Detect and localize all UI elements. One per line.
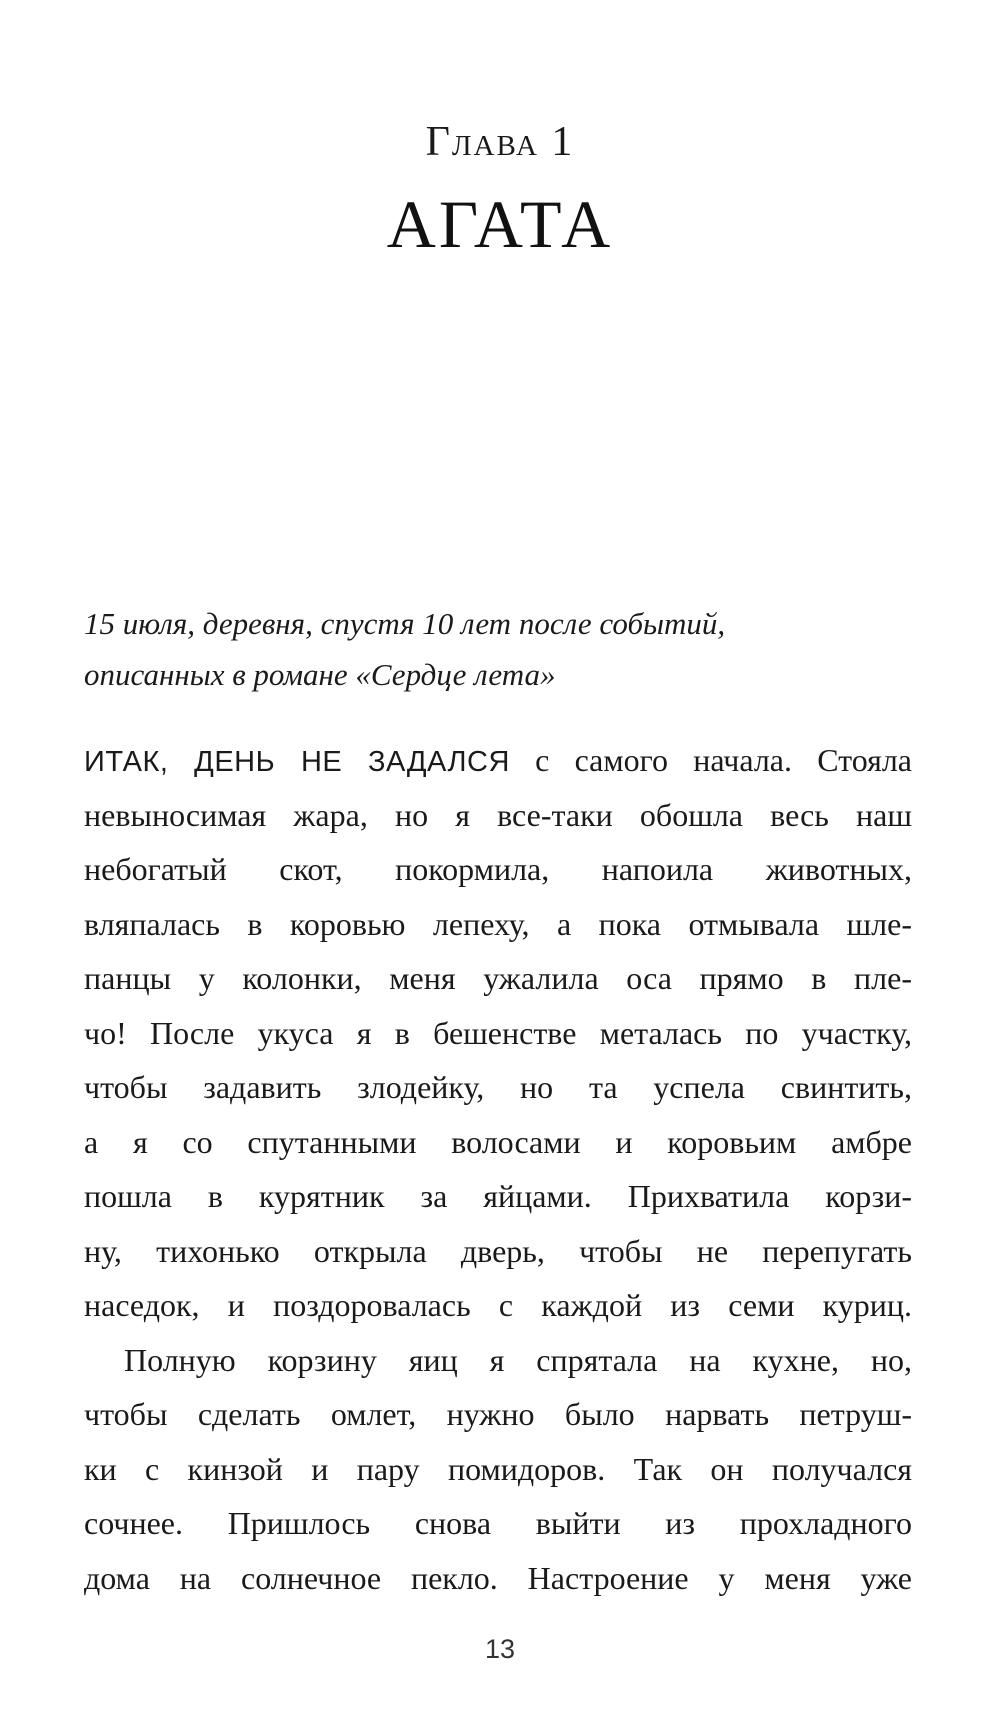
page-number: 13 [484, 1634, 516, 1664]
body-line: чо! После укуса я в бешенстве металась по участку, [84, 1014, 912, 1051]
body-line: невыносимая жара, но я все-таки обошла весь наш [84, 796, 912, 833]
body-line: панцы у колонки, меня ужалила оса прямо в пле- [84, 960, 912, 996]
body-line-text: с самого начала. Стояла [535, 742, 913, 778]
body-line: наседок, и поздоровалась с каждой из семи куриц. [84, 1287, 912, 1323]
epigraph [84, 598, 914, 700]
body-line: пошла в курятник за яйцами. Прихватила корзи- [84, 1178, 912, 1214]
body-line: ну, тихонько открыла дверь, чтобы не перепугать [84, 1232, 912, 1269]
body-line [84, 733, 912, 788]
body-text [84, 733, 912, 1605]
body-line: чтобы сделать омлет, нужно было нарвать петруш- [84, 1396, 912, 1432]
body-line: а я со спутанными волосами и коровьим амбре [84, 1123, 912, 1160]
epigraph-line: описанных в романе «Сердце лета» [84, 657, 556, 692]
body-line: Полную корзину яиц я спрятала на кухне, но, [124, 1341, 912, 1378]
body-line: ки с кинзой и пару помидоров. Так он получался [84, 1450, 912, 1487]
body-line: небогатый скот, покормила, напоила животных, [84, 851, 912, 887]
body-line: вляпалась в коровью лепеху, а пока отмывала шле- [84, 905, 912, 942]
epigraph-line: 15 июля, деревня, спустя 10 лет после событий, [84, 606, 726, 641]
chapter-title: АГАТА [386, 186, 614, 262]
chapter-label: Глава 1 [425, 119, 575, 165]
lead-caps: ИТАК, ДЕНЬ НЕ ЗАДАЛСЯ [84, 746, 510, 778]
body-line: дома на солнечное пекло. Настроение у меня уже [84, 1559, 912, 1596]
body-line: сочнее. Пришлось снова выйти из прохладного [84, 1505, 912, 1541]
body-line: чтобы задавить злодейку, но та успела свинтить, [84, 1069, 912, 1105]
